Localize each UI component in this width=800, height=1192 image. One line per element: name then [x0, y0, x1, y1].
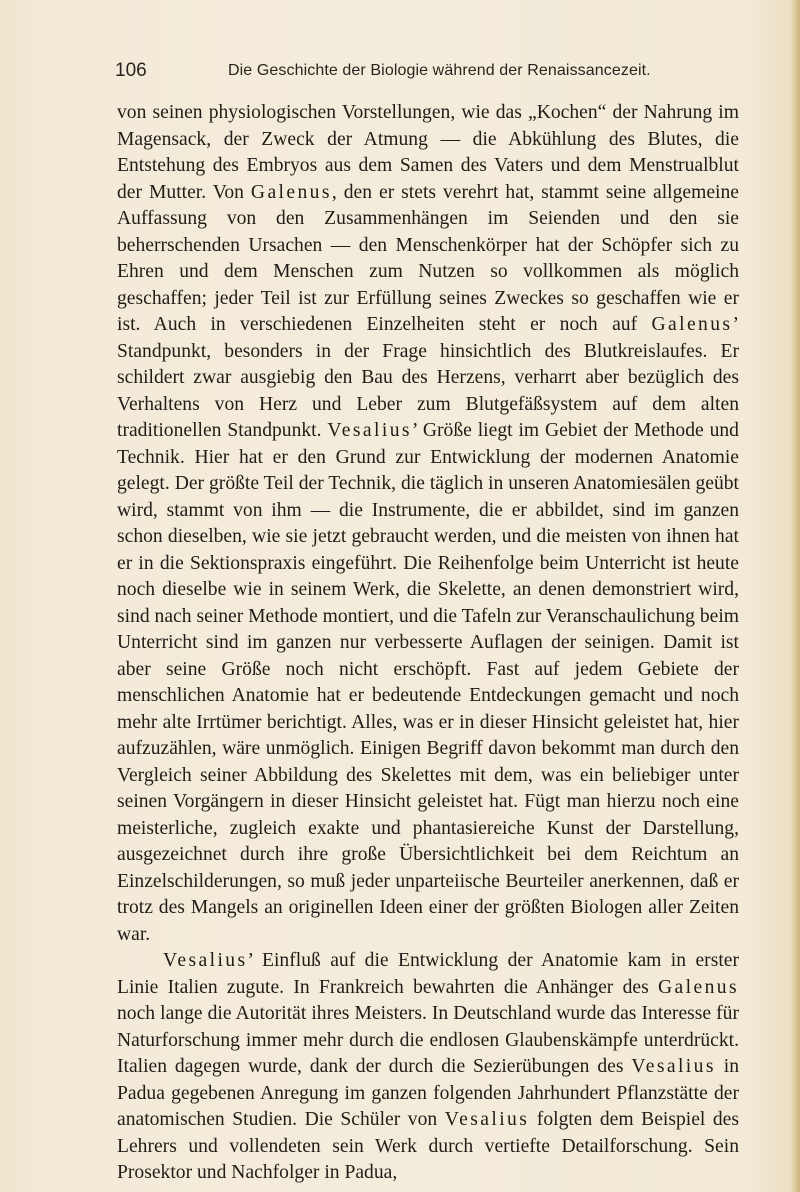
spaced-name: Vesalius [444, 1109, 530, 1130]
text-run: von seinen physiologischen Vorstellungen, wie das „Kochen“ der Nahrung im Magensack, der Zweck der Atmung — die Abkühlung des Blutes, die Entstehung des Embryos aus dem Samen des Vaters und dem Menstrualblut der Mutter. Von [117, 102, 739, 203]
page-edge-shadow [790, 0, 800, 1192]
text-run: ’ Standpunkt, besonders in der Frage hinsichtlich des Blutkreislaufes. Er schildert zwar ausgiebig den Bau des Herzens, verharrt aber bezüglich des Verhaltens von Herz und Leber zum Blutgefäßsystem auf dem alten traditionellen Standpunkt. [117, 314, 739, 441]
text-run: folgten dem Beispiel des Lehrers und vollendeten sein Werk durch vertiefte Detailforschung. Sein Prosektor und Nachfolger in Padua, [117, 1109, 739, 1183]
text-run: , den er stets verehrt hat, stammt seine allgemeine Auffassung von den Zusammenhängen im Seienden und den sie beherrschenden Ursachen — den Menschenkörper hat der Schöpfer sich zu Ehren und dem Menschen zum Nutzen so vollkommen als möglich geschaffen; jeder Teil ist zur Erfüllung seines Zweckes so geschaffen wie er ist. Auch in verschiedenen Einzelheiten steht er noch auf [117, 181, 739, 335]
body-text [117, 100, 739, 1187]
paragraph [117, 948, 739, 1187]
spaced-name: Vesalius [327, 420, 412, 441]
page-number: 106 [115, 60, 147, 81]
text-run: in Padua gegebenen Anregung im ganzen folgenden Jahrhundert Pflanzstätte der anatomischen Studien. Die Schüler von [117, 1056, 740, 1130]
running-title: Die Geschichte der Biologie während der Renaissancezeit. [228, 62, 651, 79]
spaced-name: Galenus [651, 314, 733, 335]
spaced-name: Vesalius [631, 1056, 716, 1077]
spaced-name: Vesalius [163, 950, 248, 971]
spaced-name: Galenus [250, 181, 332, 203]
text-run: ’ Größe liegt im Gebiet der Methode und Technik. Hier hat er den Grund zur Entwicklung der modernen Anatomie gelegt. Der größte Teil der Technik, die täglich in unseren Anatomiesälen geübt wird, stammt von ihm — die Instrumente, die er abbildet, sind im ganzen schon dieselben, wie sie jetzt gebraucht werden, und die meisten von ihnen hat er in die Sektionspraxis eingeführt. Die Reihenfolge beim Unterricht ist heute noch dieselbe wie in seinem Werk, die Skelette, an denen demonstriert wird, sind nach seiner Methode montiert, und die Tafeln zur Veranschaulichung beim Unterricht sind im ganzen nur verbesserte Auflagen der seinigen. Damit ist aber seine Größe noch nicht erschöpft. Fast auf jedem Gebiete der menschlichen Anatomie hat er bedeutende Entdeckungen gemacht und noch mehr alte Irrtümer berichtigt. Alles, was er in dieser Hinsicht geleistet hat, hier aufzuzählen, wäre unmöglich. Einigen Begriff davon bekommt man durch den Vergleich seiner Abbildung des Skelettes mit dem, was ein beliebiger unter seinen Vorgängern in dieser Hinsicht geleistet hat. Fügt man hierzu noch eine meisterliche, zugleich exakte und phantasiereiche Kunst der Darstellung, ausgezeichnet durch ihre große Übersichtlichkeit bei dem Reichtum an Einzelschilderungen, so muß jeder unparteiische Beurteiler anerkennen, daß er trotz des Mangels an originellen Ideen einer der größten Biologen aller Zeiten war. [117, 420, 740, 945]
text-run: noch lange die Autorität ihres Meisters. In Deutschland wurde das Interesse für Naturforschung immer mehr durch die endlosen Glaubenskämpfe unterdrückt. Italien dagegen wurde, dank der durch die Sezierübungen des [117, 1003, 739, 1077]
spaced-name: Galenus [657, 976, 739, 998]
text-run: ’ Einfluß auf die Entwicklung der Anatomie kam in erster Linie Italien zugute. In Frankreich bewahrten die Anhänger des [117, 950, 739, 998]
paragraph [117, 100, 739, 948]
page-header [115, 60, 735, 86]
